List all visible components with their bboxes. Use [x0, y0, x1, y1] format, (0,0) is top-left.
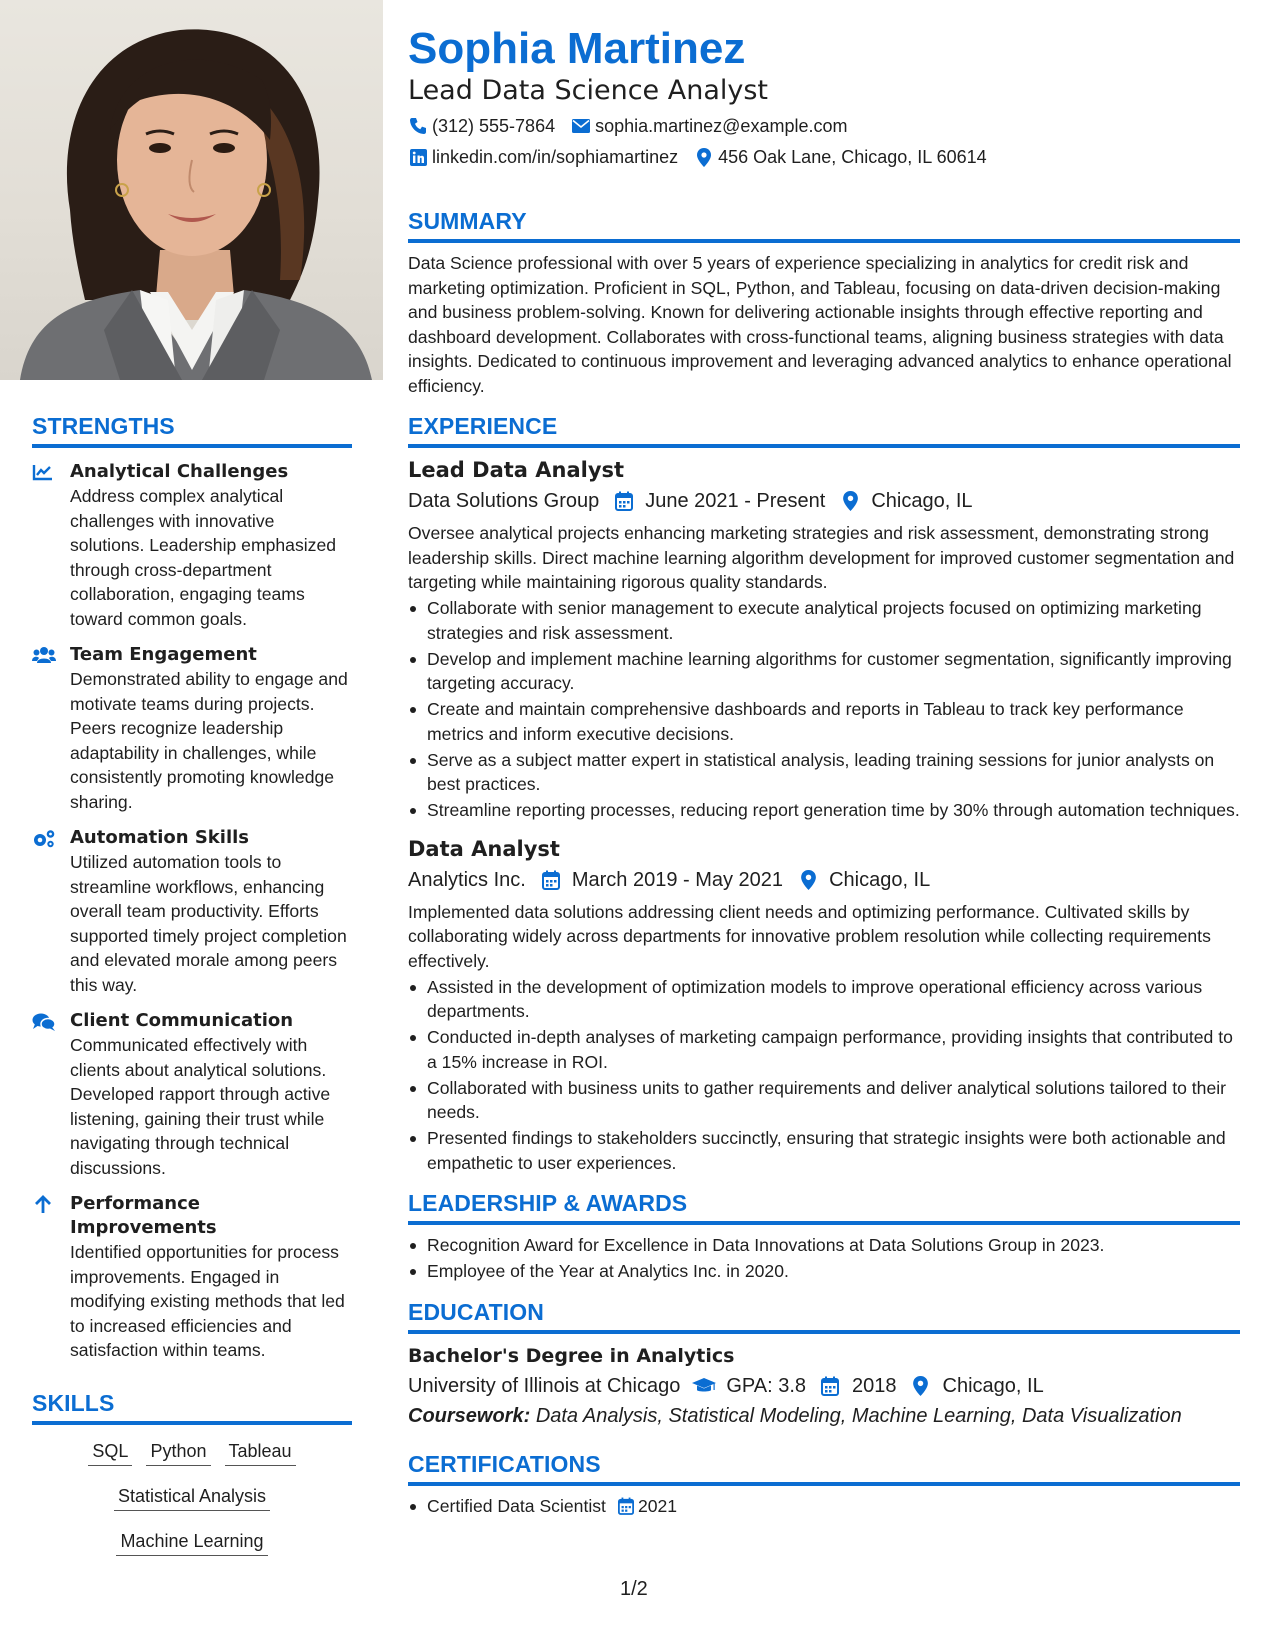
map-pin-icon [797, 869, 819, 891]
candidate-name: Sophia Martinez [408, 24, 746, 73]
company-name: Data Solutions Group [408, 490, 600, 512]
graduation-cap-icon [692, 1375, 716, 1397]
job-location: Chicago, IL [829, 868, 931, 891]
degree-name: Bachelor's Degree in Analytics [408, 1344, 735, 1367]
linkedin-icon [408, 147, 428, 167]
coursework-list: Data Analysis, Statistical Modeling, Machine Learning, Data Visualization [535, 1404, 1182, 1427]
certifications-list [408, 1494, 1240, 1519]
strength-title: Performance Improvements [70, 1193, 217, 1238]
bullet-item: Conducted in-depth analyses of marketing campaign performance, providing insights that contributed to a 15% increase in ROI. [408, 1025, 1240, 1074]
linkedin-text: linkedin.com/in/sophiamartinez [432, 147, 679, 167]
map-pin-icon [694, 147, 714, 167]
bullet-item: Streamline reporting processes, reducing report generation time by 30% through automation techniques. [408, 798, 1240, 823]
email-text: sophia.martinez@example.com [595, 116, 848, 136]
school-name: University of Illinois at Chicago [408, 1374, 681, 1397]
phone-text: (312) 555-7864 [432, 116, 556, 136]
comments-icon [32, 1009, 70, 1180]
strength-description: Address complex analytical challenges with innovative solutions. Leadership emphasized through cross-department collaboration, engaging teams toward common goals. [70, 486, 337, 629]
summary-text: Data Science professional with over 5 years of experience specializing in analytics for credit risk and marketing optimization. Proficient in SQL, Python, and Tableau, focusing on data-driven decision-making and business problem-solving. Known for delivering actionable insights through effective reporting and dashboard development. Collaborates with cross-functional teams, aligning business strategies with data insights. Dedicated to continuous improvement and leveraging advanced analytics to enhance operational efficiency. [408, 253, 1232, 396]
bullet-item: Assisted in the development of optimization models to improve operational efficiency across various departments. [408, 975, 1240, 1024]
strength-item [32, 643, 352, 814]
contact-row [408, 114, 1240, 138]
gpa-text: GPA: 3.8 [726, 1374, 807, 1397]
company-name: Analytics Inc. [408, 868, 526, 891]
bullet-item: Presented findings to stakeholders succinctly, ensuring that strategic insights were both actionable and empathetic to user experiences. [408, 1126, 1240, 1175]
bullet-item: Collaborate with senior management to execute analytical projects focused on optimizing marketing strategies and risk assessment. [408, 596, 1240, 645]
education-location: Chicago, IL [942, 1374, 1044, 1397]
job-dates: March 2019 - May 2021 [571, 868, 784, 891]
coursework-label: Coursework: [408, 1404, 531, 1427]
summary-heading: SUMMARY [408, 207, 1240, 243]
main-content [408, 24, 1240, 1518]
skill-tag: SQL [88, 1439, 132, 1466]
leadership-list [408, 1233, 1240, 1284]
job-bullets [408, 975, 1240, 1176]
page-number: 1/2 [620, 1578, 648, 1600]
strength-description: Demonstrated ability to engage and motivate teams during projects. Peers recognize leadership adaptability in challenges, while consistently promoting knowledge sharing. [70, 669, 348, 812]
job-entry [408, 456, 1240, 823]
job-location: Chicago, IL [871, 490, 973, 512]
job-title: Data Analyst [408, 836, 560, 861]
strength-title: Team Engagement [70, 644, 257, 665]
skills-row [32, 1484, 352, 1511]
calendar-icon [618, 1497, 634, 1515]
chart-line-icon [32, 460, 70, 631]
certification-item [408, 1494, 1240, 1519]
job-meta [408, 866, 1240, 894]
skill-tag: Python [146, 1439, 210, 1466]
education-meta [408, 1372, 1240, 1400]
bullet-item: Serve as a subject matter expert in statistical analysis, leading training sessions for junior analysts on best practices. [408, 748, 1240, 797]
bullet-item: Create and maintain comprehensive dashboards and reports in Tableau to track key performance metrics and inform executive decisions. [408, 697, 1240, 746]
strength-description: Utilized automation tools to streamline workflows, enhancing overall team productivity. Efforts supported timely project completion and elevated morale among peers this way. [70, 852, 347, 995]
coursework [408, 1402, 1240, 1430]
strength-description: Identified opportunities for process improvements. Engaged in modifying existing methods that led to increased efficiencies and satisfaction within teams. [70, 1242, 345, 1360]
leadership-heading: LEADERSHIP & AWARDS [408, 1189, 1240, 1225]
award-item: Employee of the Year at Analytics Inc. in 2020. [408, 1259, 1240, 1284]
skill-tag: Tableau [225, 1439, 296, 1466]
candidate-title: Lead Data Science Analyst [408, 75, 769, 106]
skills-row [32, 1529, 352, 1556]
map-pin-icon [909, 1375, 933, 1397]
map-pin-icon [839, 490, 861, 512]
skill-tag: Statistical Analysis [114, 1484, 270, 1511]
strength-item [32, 460, 352, 631]
address-text: 456 Oak Lane, Chicago, IL 60614 [718, 147, 987, 167]
strength-title: Analytical Challenges [70, 461, 289, 482]
calendar-icon [613, 490, 635, 512]
graduation-year: 2018 [852, 1374, 897, 1397]
job-bullets [408, 596, 1240, 823]
certification-name: Certified Data Scientist [427, 1495, 606, 1516]
profile-photo [0, 0, 383, 380]
strength-item [32, 1009, 352, 1180]
job-description: Implemented data solutions addressing client needs and optimizing performance. Cultivated skills by collaborating widely across departments for innovative problem resolution while collecting requirements effectively. [408, 901, 1211, 971]
education-heading: EDUCATION [408, 1298, 1240, 1334]
sidebar [32, 412, 352, 1574]
calendar-icon [540, 869, 562, 891]
strength-item [32, 1192, 352, 1363]
job-meta [408, 487, 1240, 515]
job-title: Lead Data Analyst [408, 458, 625, 482]
strength-title: Automation Skills [70, 827, 249, 848]
certifications-heading: CERTIFICATIONS [408, 1450, 1240, 1486]
strength-description: Communicated effectively with clients about analytical solutions. Developed rapport through active listening, gaining their trust while navigating through technical discussions. [70, 1035, 331, 1178]
skill-tag: Machine Learning [116, 1529, 267, 1556]
gears-icon [32, 826, 70, 997]
contact-row [408, 145, 1240, 169]
phone-contact[interactable] [408, 114, 555, 138]
bullet-item: Collaborated with business units to gather requirements and deliver analytical solutions tailored to their needs. [408, 1076, 1240, 1125]
address-contact [694, 145, 987, 169]
job-description: Oversee analytical projects enhancing marketing strategies and risk assessment, demonstrating strong leadership skills. Direct machine learning algorithm development for improved customer segmentation and targeting while maintaining rigorous quality standards. [408, 523, 1235, 592]
linkedin-contact[interactable] [408, 145, 678, 169]
envelope-icon [571, 116, 591, 136]
strengths-list [32, 460, 352, 1363]
education-entry [408, 1342, 1240, 1430]
skills-row [32, 1439, 352, 1466]
calendar-icon [818, 1375, 842, 1397]
phone-icon [408, 116, 428, 136]
arrow-up-icon [32, 1192, 70, 1363]
strength-title: Client Communication [70, 1010, 294, 1031]
skills-heading: SKILLS [32, 1389, 352, 1425]
skills-list [32, 1439, 352, 1556]
email-contact[interactable] [571, 114, 847, 138]
bullet-item: Develop and implement machine learning algorithms for customer segmentation, significantly improving targeting accuracy. [408, 647, 1240, 696]
users-icon [32, 643, 70, 814]
award-item: Recognition Award for Excellence in Data Innovations at Data Solutions Group in 2023. [408, 1233, 1240, 1258]
experience-heading: EXPERIENCE [408, 412, 1240, 448]
strengths-heading: STRENGTHS [32, 412, 352, 448]
strength-item [32, 826, 352, 997]
job-entry [408, 835, 1240, 1176]
job-dates: June 2021 - Present [645, 490, 826, 512]
certification-year: 2021 [637, 1495, 678, 1516]
